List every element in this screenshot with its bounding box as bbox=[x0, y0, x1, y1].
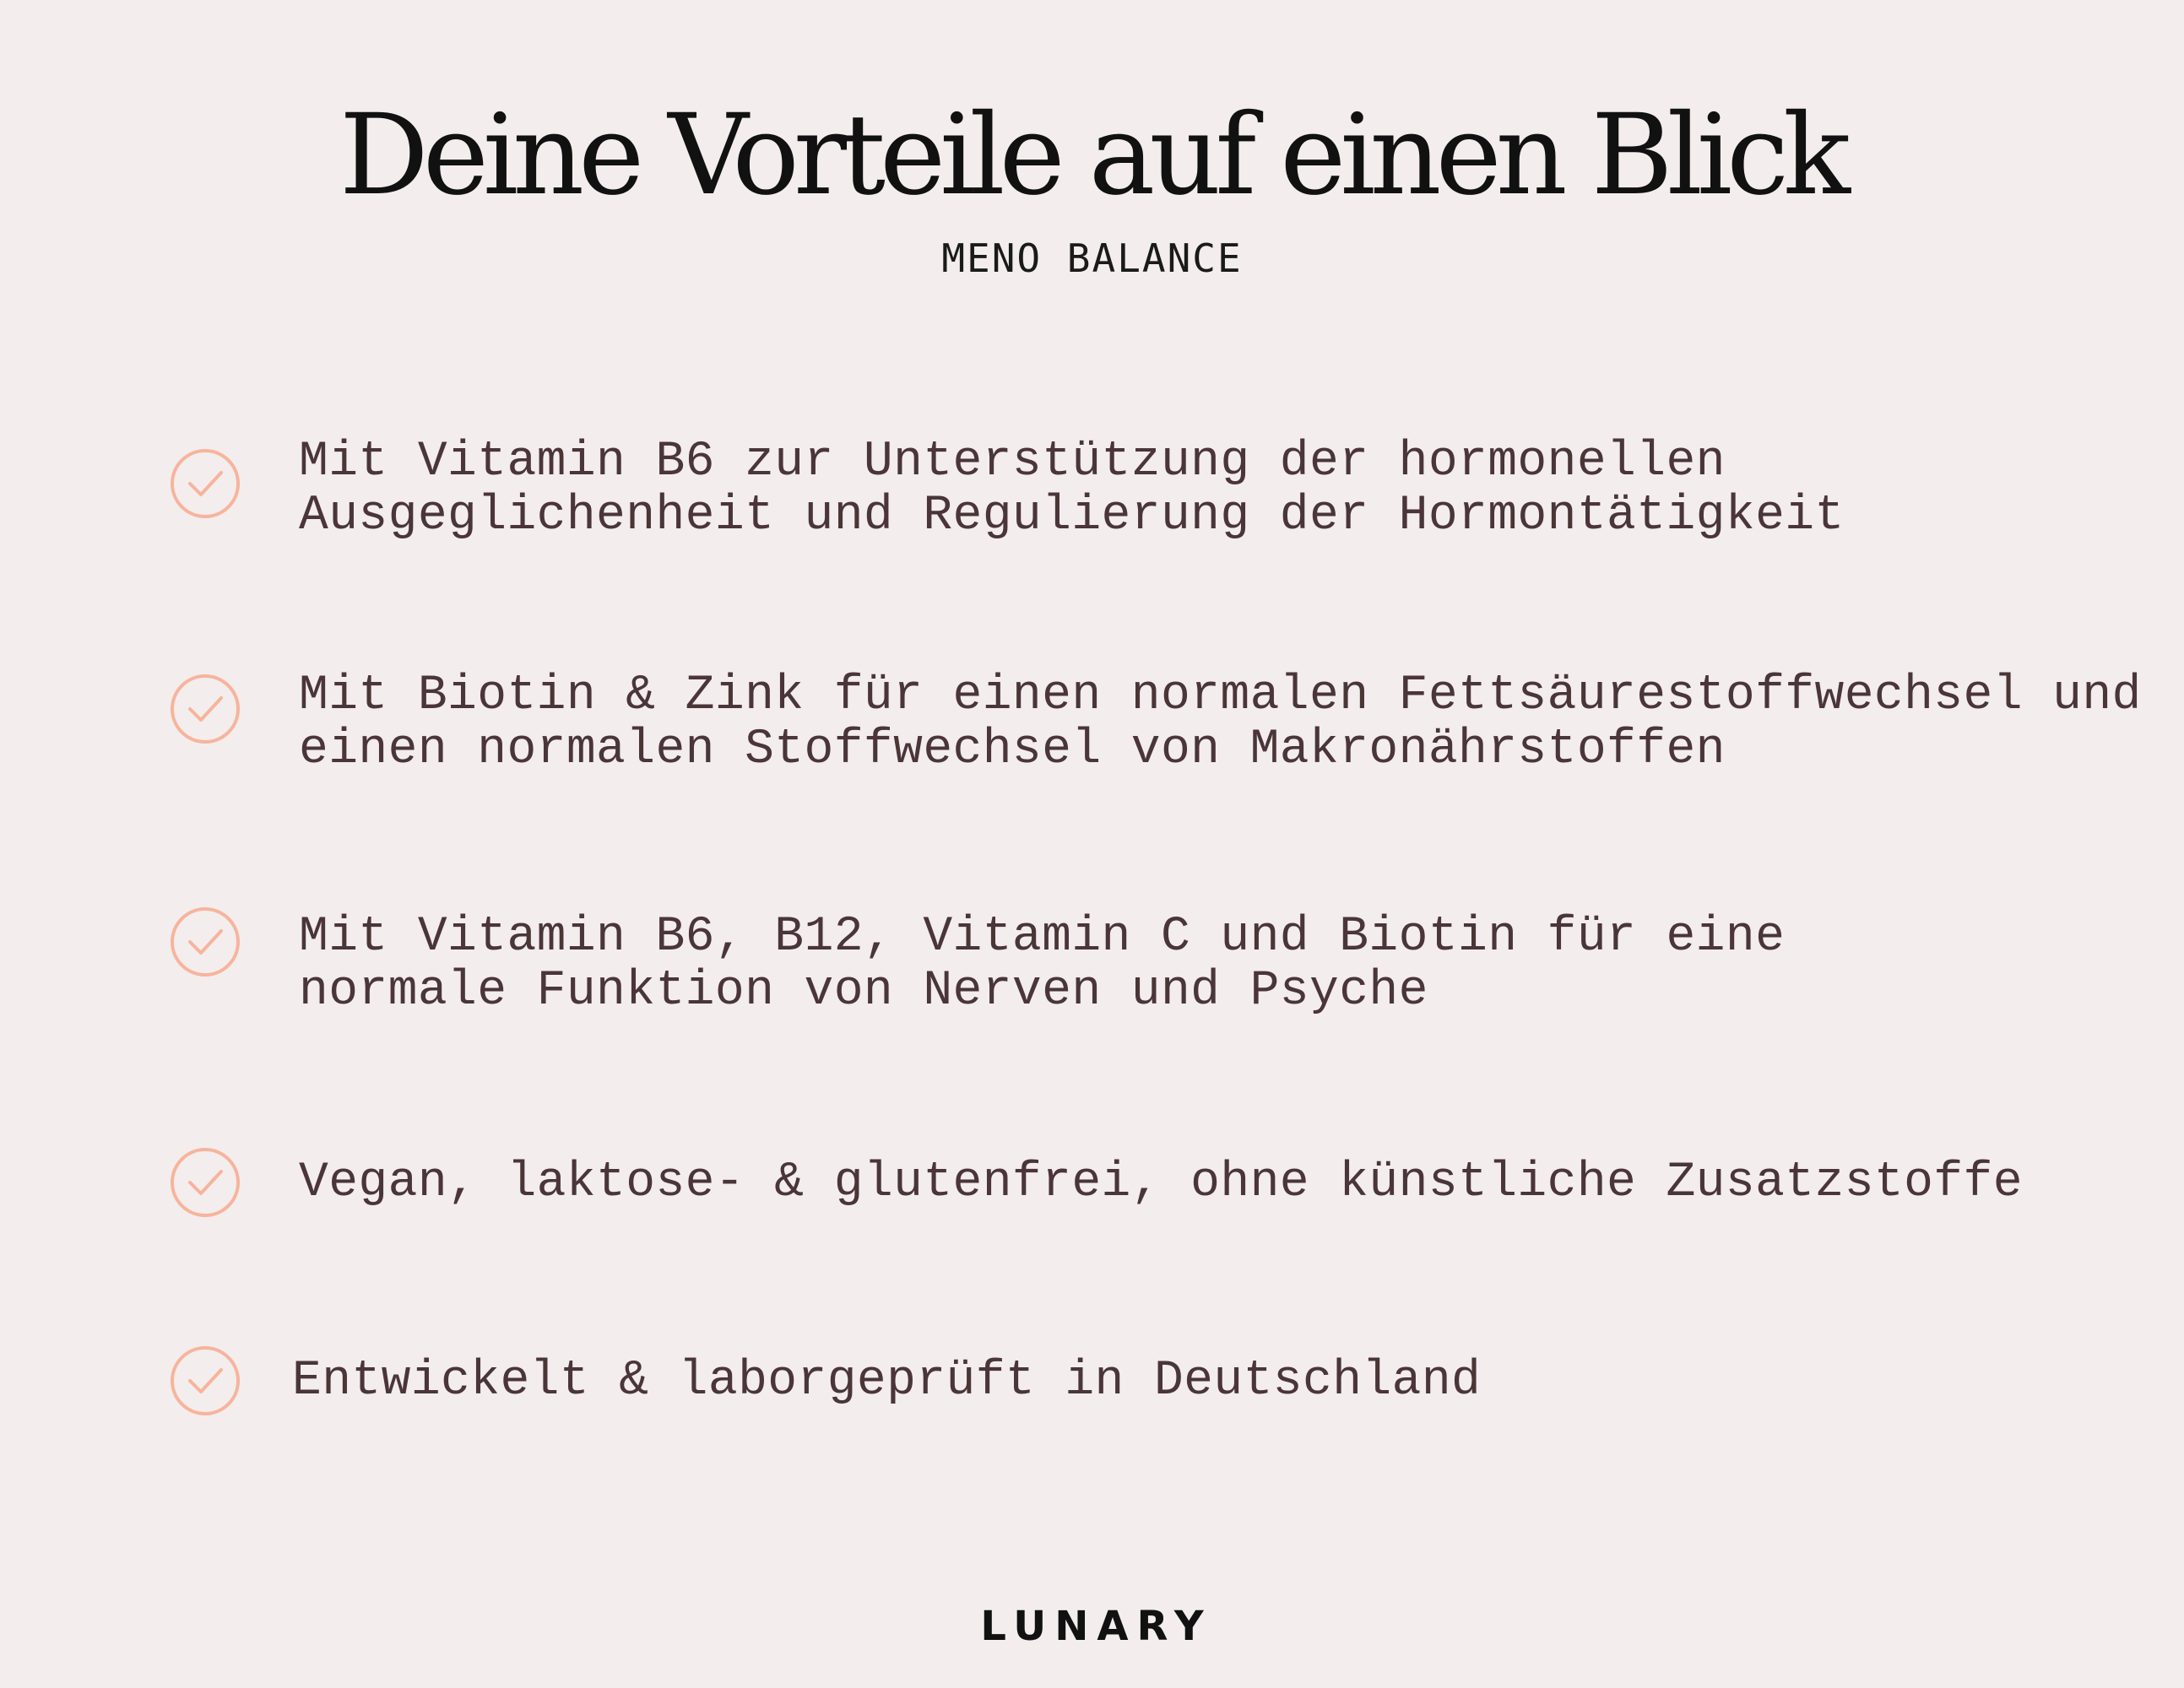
check-circle-icon bbox=[169, 906, 241, 978]
benefit-line: Ausgeglichenheit und Regulierung der Hormontätigkeit bbox=[299, 489, 1845, 544]
check-circle-icon bbox=[169, 1344, 241, 1417]
page-title: Deine Vorteile auf einen Blick bbox=[339, 90, 1845, 220]
benefit-text bbox=[299, 436, 2173, 544]
brand-logo: LUNARY bbox=[980, 1603, 1212, 1650]
benefit-text bbox=[299, 1156, 2173, 1210]
benefit-line: Mit Vitamin B6 zur Unterstützung der hormonellen bbox=[299, 435, 1726, 490]
product-name: MENO BALANCE bbox=[941, 235, 1243, 281]
check-circle-icon bbox=[169, 447, 241, 520]
benefit-line: Mit Biotin & Zink für einen normalen Fettsäurestoffwechsel und bbox=[299, 668, 2142, 723]
check-circle-icon bbox=[169, 673, 241, 745]
benefit-text bbox=[299, 669, 2173, 777]
benefit-line: normale Funktion von Nerven und Psyche bbox=[299, 964, 1428, 1019]
benefit-text bbox=[292, 1355, 2166, 1409]
benefit-text bbox=[299, 911, 2173, 1019]
benefit-line: Vegan, laktose- & glutenfrei, ohne künstliche Zusatzstoffe bbox=[299, 1155, 2023, 1210]
benefit-line: Entwickelt & laborgeprüft in Deutschland bbox=[292, 1354, 1482, 1409]
benefit-line: Mit Vitamin B6, B12, Vitamin C und Biotin für eine bbox=[299, 910, 1786, 965]
check-circle-icon bbox=[169, 1146, 241, 1219]
benefit-line: einen normalen Stoffwechsel von Makronährstoffen bbox=[299, 722, 1726, 777]
